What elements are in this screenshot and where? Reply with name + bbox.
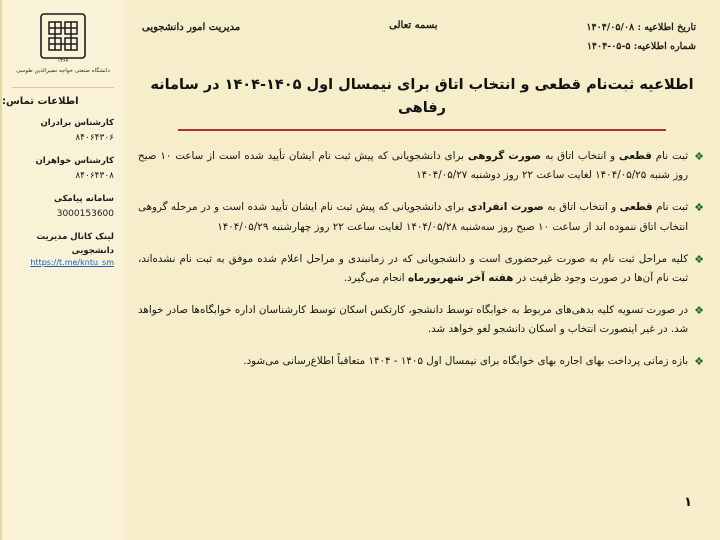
contact-value: 3000153600 — [56, 208, 114, 219]
university-name: دانشگاه صنعتی خواجه نصیرالدین طوسی — [16, 68, 110, 74]
title-band — [138, 74, 706, 131]
page-number: ۱ — [684, 495, 692, 510]
title-divider — [178, 129, 666, 131]
bullet-icon: ❖ — [694, 303, 704, 317]
announcement-number: شماره اطلاعیه: ۵-۰۵-۱۴۰۴ — [586, 41, 696, 52]
list-item-text: ثبت نام قطعی و انتخاب اتاق به صورت انفرادی برای دانشجویانی که پیش ثبت نام ایشان تأیید شده است و در مرحله گروهی انتخاب اتاق ننموده اند از ساعت ۱۰ صبح روز سه‌شنبه ۱۴۰۴/۰۵/۲۸ لغایت ساعت ۲۲ روز چهارشنبه ۱۴۰۴/۰۵/۲۹ — [138, 201, 689, 233]
announcement-items — [138, 147, 704, 370]
list-item-text: ثبت نام قطعی و انتخاب اتاق به صورت گروهی برای دانشجویانی که پیش ثبت نام ایشان تأیید شده است از ساعت ۱۰ صبح روز شنبه ۱۴۰۴/۰۵/۲۵ لغایت ساعت ۲۲ روز دوشنبه ۱۴۰۴/۰۵/۲۷ — [138, 150, 689, 182]
contact-label: لینک کانال مدیریت دانشجویی — [36, 231, 114, 256]
list-item — [138, 198, 704, 236]
contact-label: کارشناس خواهران — [35, 156, 114, 167]
university-emblem-icon — [37, 12, 89, 64]
svg-text:۱۳۶۷: ۱۳۶۷ — [57, 58, 69, 64]
bullet-icon: ❖ — [694, 150, 704, 164]
contact-block-channel — [2, 231, 124, 267]
announcement-date: تاریخ اطلاعیه : ۱۴۰۴/۰۵/۰۸ — [586, 22, 696, 33]
list-item — [138, 352, 704, 371]
list-item-text: در صورت تسویه کلیه بدهی‌های مربوط به خوابگاه توسط دانشجو، کارتکس اسکان توسط کارشناسان اداره خوابگاه‌ها صادر خواهد شد. در غیر اینصورت انتخاب و اسکان دانشجو لغو خواهد شد. — [138, 303, 689, 335]
contact-label: کارشناس برادران — [40, 118, 114, 129]
contact-info-title: اطلاعات تماس: — [2, 96, 79, 108]
contact-block-sms — [2, 193, 124, 222]
bullet-icon: ❖ — [694, 354, 704, 368]
list-item — [138, 147, 704, 185]
contact-value: ۸۴۰۶۴۳۰۸ — [75, 170, 114, 181]
telegram-channel-link[interactable]: https://t.me/kntu_sm — [30, 258, 114, 268]
list-item-text: کلیه مراحل ثبت نام به صورت غیرحضوری است و دانشجویانی که در زمانبندی و مراحل اعلام شده موفق به ثبت نام نشده‌اند، ثبت نام آن‌ها در صورت وجود ظرفیت در هفته آخر شهریورماه انجام می‌گیرد. — [138, 252, 689, 284]
page-title: اطلاعیه ثبت‌نام قطعی و انتخاب اتاق برای نیمسال اول ۱۴۰۵-۱۴۰۴ در سامانه رفاهی — [150, 77, 694, 117]
bullet-icon: ❖ — [694, 201, 704, 215]
document-main — [124, 0, 720, 540]
header-meta — [586, 18, 696, 56]
sidebar-divider — [12, 87, 114, 88]
office-name: مدیریت امور دانشجویی — [142, 22, 241, 33]
contact-block-sisters — [2, 155, 124, 184]
document-header — [124, 0, 720, 60]
list-item — [138, 301, 704, 339]
contact-block-brothers — [2, 117, 124, 146]
contact-sidebar — [0, 0, 124, 540]
university-logo — [2, 8, 124, 81]
list-item-text: بازه زمانی پرداخت بهای اجاره بهای خوابگاه برای نیمسال اول ۱۴۰۵ - ۱۴۰۴ متعاقباً اطلاع‌رسانی می‌شود. — [243, 354, 689, 367]
besmeh-taali: بسمه تعالی — [389, 20, 438, 31]
bullet-icon: ❖ — [694, 252, 704, 266]
contact-value: ۸۴۰۶۴۳۰۶ — [75, 132, 114, 143]
contact-label: سامانه پیامکی — [54, 194, 114, 205]
list-item — [138, 250, 704, 288]
